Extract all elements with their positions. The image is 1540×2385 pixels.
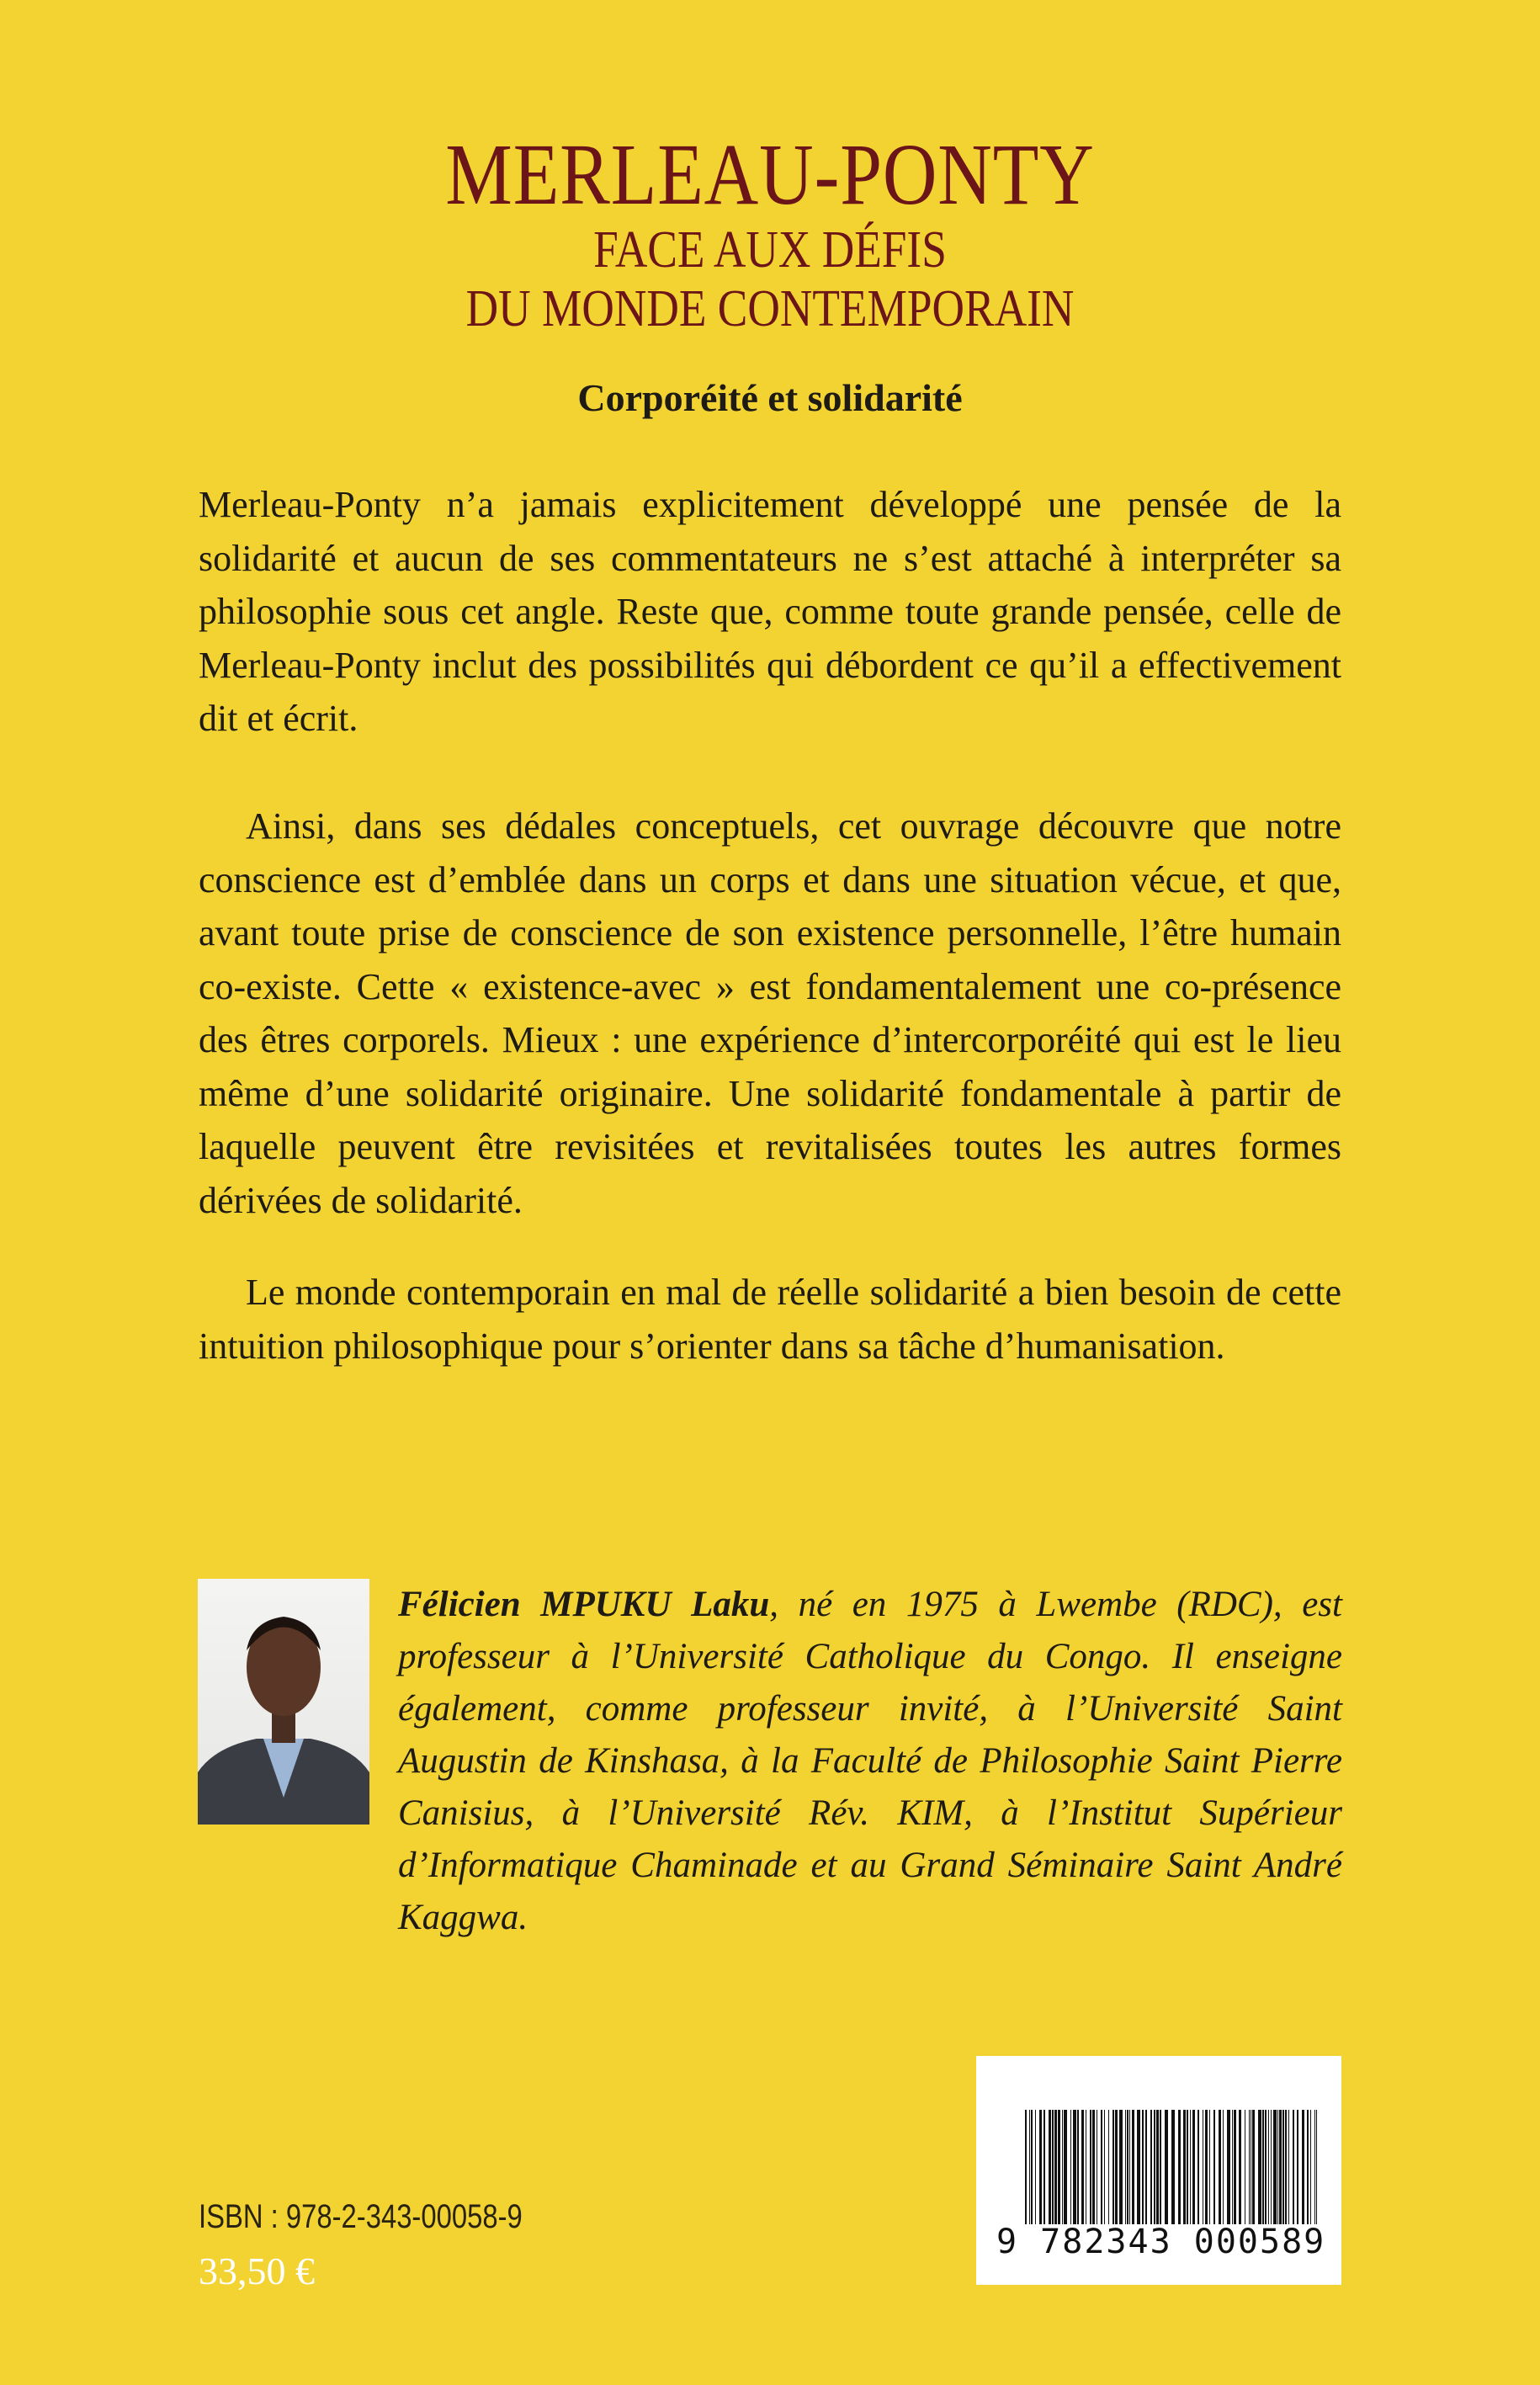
author-bio-text: , né en 1975 à Lwembe (RDC), est professeur à l’Université Catholique du Congo. Il enseigne également, comme professeur invité, à l’Université Saint Augustin de Kinshasa, à la Faculté de Philosophie Saint Pierre Canisius, à l’Université Rév. KIM, à l’Institut Supérieur d’Informatique Chaminade et au Grand Séminaire Saint André Kaggwa. xyxy=(398,1585,1342,1937)
author-name: Félicien MPUKU Laku xyxy=(398,1585,770,1624)
isbn: ISBN : 978-2-343-00058-9 xyxy=(199,2198,523,2235)
book-title-line2: FACE AUX DÉFIS xyxy=(593,221,947,279)
blurb-paragraph-3: Le monde contemporain en mal de réelle solidarité a bien besoin de cette intuition philosophique pour s’orienter dans sa tâche d’humanisation. xyxy=(199,1272,1341,1367)
author-portrait-icon xyxy=(198,1579,369,1825)
book-subtitle: Corporéité et solidarité xyxy=(577,376,963,419)
author-bio xyxy=(398,1579,1342,1944)
author-photo xyxy=(198,1579,369,1825)
barcode-digits: 9 782343 000589 xyxy=(996,2223,1326,2261)
blurb-paragraph-1: Merleau-Ponty n’a jamais explicitement développé une pensée de la solidarité et aucun de ses commentateurs ne s’est attaché à interpréter sa philosophie sous cet angle. Reste que, comme toute grande pensée, celle de Merleau-Ponty inclut des possibilités qui débordent ce qu’il a effectivement dit et écrit. xyxy=(199,484,1341,739)
book-title: MERLEAU-PONTY xyxy=(445,126,1095,223)
blurb-paragraph-2: Ainsi, dans ses dédales conceptuels, cet ouvrage découvre que notre conscience est d’emblée dans un corps et dans une situation vécue, et que, avant toute prise de conscience de son existence personnelle, l’être humain co-existe. Cette « existence-avec » est fondamentalement une co-présence des êtres corporels. Mieux : une expérience d’intercorporéité qui est le lieu même d’une solidarité originaire. Une solidarité fondamentale à partir de laquelle peuvent être revisitées et revitalisées toutes les autres formes dérivées de solidarité. xyxy=(199,805,1341,1221)
barcode-bars-icon xyxy=(976,2056,1341,2224)
barcode xyxy=(976,2056,1341,2285)
book-title-line3: DU MONDE CONTEMPORAIN xyxy=(465,280,1075,337)
price: 33,50 € xyxy=(199,2250,315,2292)
